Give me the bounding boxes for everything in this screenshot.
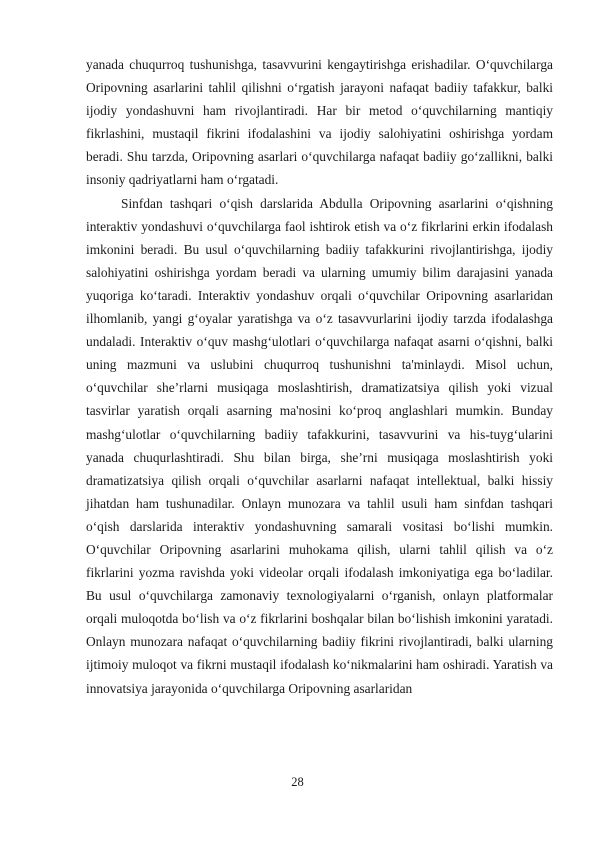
paragraph-interactive-approach: Sinfdan tashqari o‘qish darslarida Abdulla Oripovning asarlarini o‘qishning interaktiv yondashuvi o‘quvchilarga faol ishtirok etish va o‘z fikrlarini erkin ifodalash imkonini beradi. Bu usul o‘quvchilarning badiiy tafakkurini rivojlantirishga, ijodiy salohiyatini oshirishga yordam beradi va ularning umumiy bilim darajasini yanada yuqoriga ko‘taradi. Interaktiv yondashuv orqali o‘quvchilar Oripovning asarlaridan ilhomlanib, yangi g‘oyalar yaratishga va o‘z tasavvurlarini ijodiy tarzda ifodalashga undaladi. Interaktiv o‘quv mashg‘ulotlari o‘quvchilarga nafaqat asarni o‘qishni, balki uning mazmuni va uslubini chuqurroq tushunishni ta'minlaydi. Misol uchun, o‘quvchilar she’rlarni musiqaga moslashtirish, dramatizatsiya qilish yoki vizual tasvirlar yaratish orqali asarning ma'nosini ko‘proq anglashlari mumkin. Bunday mashg‘ulotlar o‘quvchilarning badiiy tafakkurini, tasavvurini va his-tuyg‘ularini yanada chuqurlashtiradi. Shu bilan birga, she’rni musiqaga moslashtirish yoki dramatizatsiya qilish orqali o‘quvchilar asarlarni nafaqat intellektual, balki hissiy jihatdan ham tushunadilar. Onlayn munozara va tahlil usuli ham sinfdan tashqari o‘qish darslarida interaktiv yondashuvning samarali vositasi bo‘lishi mumkin. O‘quvchilar Oripovning asarlarini muhokama qilish, ularni tahlil qilish va o‘z fikrlarini yozma ravishda yoki videolar orqali ifodalash imkoniyatiga ega bo‘ladilar. Bu usul o‘quvchilarga zamonaviy texnologiyalarni o‘rganish, onlayn platformalar orqali muloqotda bo‘lish va o‘z fikrlarini boshqalar bilan bo‘lishish imkonini yaratadi. Onlayn munozara nafaqat o‘quvchilarning badiiy fikrini rivojlantiradi, balki ularning ijtimoiy muloqot va fikrni mustaqil ifodalash ko‘nikmalarini ham oshiradi. Yaratish va innovatsiya jarayonida o‘quvchilarga Oripovning asarlaridan [86, 195, 553, 696]
page-number: 28 [291, 775, 304, 789]
paragraph-continuation: yanada chuqurroq tushunishga, tasavvurini kengaytirishga erishadilar. O‘quvchilarga Oripovning asarlarini tahlil qilishni o‘rgatish jarayoni nafaqat badiiy tafakkur, balki ijodiy yondashuvni ham rivojlantiradi. Har bir metod o‘quvchilarning mantiqiy fikrlashini, mustaqil fikrini ifodalashini va ijodiy salohiyatini oshirishga yordam beradi. Shu tarzda, Oripovning asarlari o‘quvchilarga nafaqat badiiy go‘zallikni, balki insoniy qadriyatlarni ham o‘rgatadi. [86, 57, 553, 188]
body-text [86, 53, 553, 700]
